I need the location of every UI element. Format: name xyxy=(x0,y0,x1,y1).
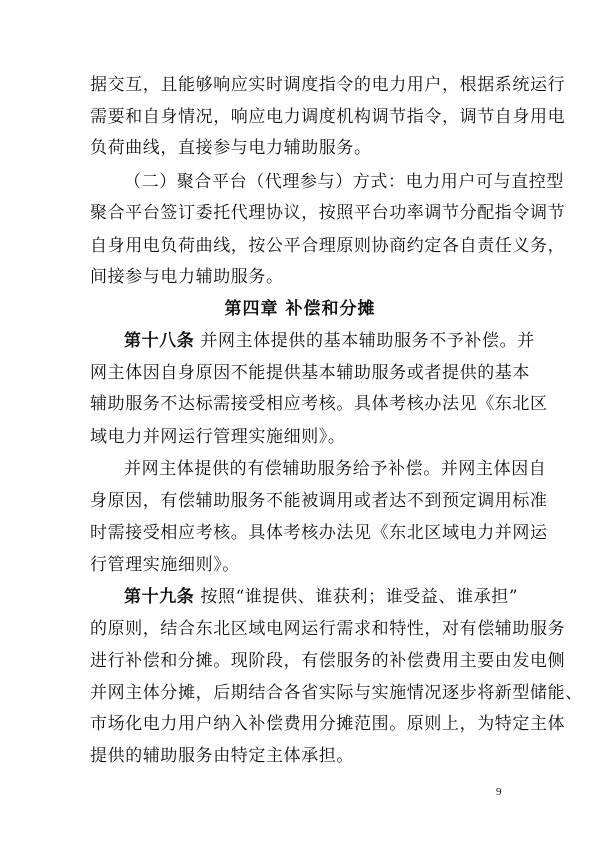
body-text-line: 需要和自身情况，响应电力调度机构调节指令，调节自身用电 xyxy=(90,107,566,128)
article-18-first-line xyxy=(124,331,535,351)
body-text-line: 身原因，有偿辅助服务不能被调用或者达不到预定调用标准 xyxy=(90,491,548,512)
body-text-line: 进行补偿和分摊。现阶段，有偿服务的补偿费用主要由发电侧 xyxy=(90,651,566,672)
body-text-line: 自身用电负荷曲线，按公平合理原则协商约定各自责任义务， xyxy=(90,235,566,256)
article-19-text: 按照“谁提供、谁获利；谁受益、谁承担” xyxy=(194,587,519,607)
body-text-line: （二）聚合平台（代理参与）方式：电力用户可与直控型 xyxy=(124,171,564,192)
body-text-line: 辅助服务不达标需接受相应考核。具体考核办法见《东北区 xyxy=(90,393,548,414)
body-text-line: 网主体因自身原因不能提供基本辅助服务或者提供的基本 xyxy=(90,363,530,384)
body-text-line: 并网主体分摊，后期结合各省实际与实施情况逐步将新型储能、 xyxy=(90,682,583,703)
article-18-label: 第十八条 xyxy=(124,330,195,351)
body-text-line: 的原则，结合东北区域电网运行需求和特性，对有偿辅助服务 xyxy=(90,618,566,639)
body-text-line: 市场化电力用户纳入补偿费用分摊范围。原则上，为特定主体 xyxy=(90,714,566,735)
body-text-line: 域电力并网运行管理实施细则》。 xyxy=(90,427,346,448)
chapter-heading: 第四章 补偿和分摊 xyxy=(224,298,376,319)
article-19-first-line xyxy=(124,587,518,607)
article-19-label: 第十九条 xyxy=(124,587,195,607)
body-text-line: 时需接受相应考核。具体考核办法见《东北区域电力并网运 xyxy=(90,522,548,543)
body-text-line: 负荷曲线，直接参与电力辅助服务。 xyxy=(90,138,372,159)
body-text-line: 据交互，且能够响应实时调度指令的电力用户，根据系统运行 xyxy=(90,75,566,95)
body-text-line: 行管理实施细则》。 xyxy=(90,554,240,575)
body-text-line: 提供的辅助服务由特定主体承担。 xyxy=(90,746,354,766)
body-text-line: 间接参与电力辅助服务。 xyxy=(90,267,284,288)
page-number: 9 xyxy=(496,786,502,798)
body-text-line: 聚合平台签订委托代理协议，按照平台功率调节分配指令调节 xyxy=(90,203,566,224)
article-18-text: 并网主体提供的基本辅助服务不予补偿。并 xyxy=(194,330,535,351)
body-text-line: 并网主体提供的有偿辅助服务给予补偿。并网主体因自 xyxy=(124,458,547,479)
